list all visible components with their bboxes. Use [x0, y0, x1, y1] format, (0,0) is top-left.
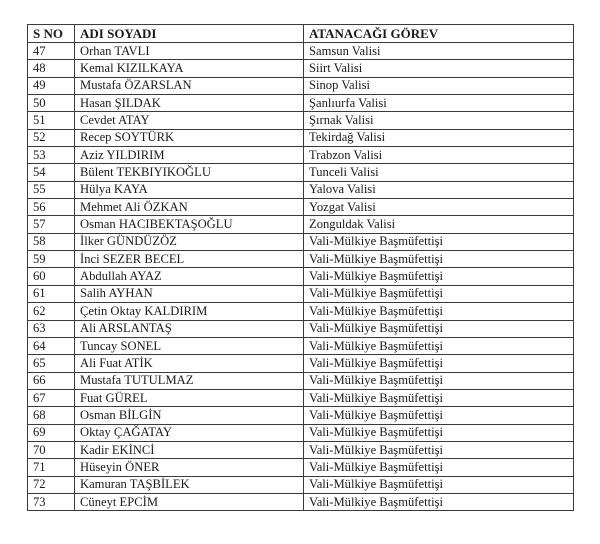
cell-name: Fuat GÜREL: [75, 389, 304, 406]
cell-name: İlker GÜNDÜZÖZ: [75, 233, 304, 250]
cell-no: 71: [28, 459, 75, 476]
cell-no: 59: [28, 251, 75, 268]
cell-name: Hülya KAYA: [75, 181, 304, 198]
header-row: [28, 25, 574, 43]
cell-duty: Vali-Mülkiye Başmüfettişi: [304, 441, 574, 458]
cell-name: Çetin Oktay KALDIRIM: [75, 303, 304, 320]
cell-no: 69: [28, 424, 75, 441]
table-row: [28, 233, 574, 250]
table-header: [28, 25, 574, 43]
cell-no: 65: [28, 355, 75, 372]
cell-no: 55: [28, 181, 75, 198]
cell-name: Ali ARSLANTAŞ: [75, 320, 304, 337]
cell-name: Mehmet Ali ÖZKAN: [75, 199, 304, 216]
cell-name: Tuncay SONEL: [75, 337, 304, 354]
cell-name: Cüneyt EPCİM: [75, 493, 304, 510]
cell-duty: Vali-Mülkiye Başmüfettişi: [304, 389, 574, 406]
header-no: S NO: [28, 25, 75, 43]
cell-no: 63: [28, 320, 75, 337]
table-row: [28, 407, 574, 424]
cell-duty: Tunceli Valisi: [304, 164, 574, 181]
table-body: [28, 43, 574, 511]
cell-name: Hüseyin ÖNER: [75, 459, 304, 476]
table-row: [28, 372, 574, 389]
cell-no: 70: [28, 441, 75, 458]
table-row: [28, 424, 574, 441]
table-row: [28, 285, 574, 302]
table-row: [28, 60, 574, 77]
cell-no: 54: [28, 164, 75, 181]
cell-no: 50: [28, 95, 75, 112]
table-row: [28, 459, 574, 476]
cell-duty: Vali-Mülkiye Başmüfettişi: [304, 251, 574, 268]
table-row: [28, 147, 574, 164]
cell-no: 57: [28, 216, 75, 233]
cell-name: Oktay ÇAĞATAY: [75, 424, 304, 441]
cell-no: 49: [28, 77, 75, 94]
cell-duty: Vali-Mülkiye Başmüfettişi: [304, 233, 574, 250]
cell-duty: Vali-Mülkiye Başmüfettişi: [304, 459, 574, 476]
cell-duty: Tekirdağ Valisi: [304, 129, 574, 146]
cell-duty: Vali-Mülkiye Başmüfettişi: [304, 355, 574, 372]
cell-no: 67: [28, 389, 75, 406]
cell-no: 68: [28, 407, 75, 424]
cell-name: Hasan ŞILDAK: [75, 95, 304, 112]
table-row: [28, 95, 574, 112]
cell-name: Mustafa TUTULMAZ: [75, 372, 304, 389]
cell-no: 61: [28, 285, 75, 302]
table-row: [28, 476, 574, 493]
cell-duty: Trabzon Valisi: [304, 147, 574, 164]
cell-duty: Vali-Mülkiye Başmüfettişi: [304, 268, 574, 285]
table-row: [28, 216, 574, 233]
cell-name: Abdullah AYAZ: [75, 268, 304, 285]
cell-duty: Samsun Valisi: [304, 43, 574, 60]
cell-no: 64: [28, 337, 75, 354]
cell-duty: Vali-Mülkiye Başmüfettişi: [304, 493, 574, 510]
table-row: [28, 493, 574, 510]
table-row: [28, 129, 574, 146]
cell-name: Bülent TEKBIYIKOĞLU: [75, 164, 304, 181]
cell-duty: Vali-Mülkiye Başmüfettişi: [304, 476, 574, 493]
cell-duty: Vali-Mülkiye Başmüfettişi: [304, 320, 574, 337]
cell-name: Osman HACIBEKTAŞOĞLU: [75, 216, 304, 233]
table-row: [28, 112, 574, 129]
header-name: ADI SOYADI: [75, 25, 304, 43]
cell-duty: Şanlıurfa Valisi: [304, 95, 574, 112]
cell-name: Kamuran TAŞBİLEK: [75, 476, 304, 493]
cell-name: Mustafa ÖZARSLAN: [75, 77, 304, 94]
cell-name: Orhan TAVLI: [75, 43, 304, 60]
table-row: [28, 164, 574, 181]
table-row: [28, 355, 574, 372]
cell-duty: Siirt Valisi: [304, 60, 574, 77]
cell-no: 56: [28, 199, 75, 216]
cell-duty: Zonguldak Valisi: [304, 216, 574, 233]
cell-no: 66: [28, 372, 75, 389]
table-row: [28, 441, 574, 458]
cell-no: 48: [28, 60, 75, 77]
cell-no: 73: [28, 493, 75, 510]
appointments-table: [27, 24, 574, 511]
cell-no: 62: [28, 303, 75, 320]
table-row: [28, 320, 574, 337]
cell-duty: Sinop Valisi: [304, 77, 574, 94]
cell-name: Salih AYHAN: [75, 285, 304, 302]
cell-name: Ali Fuat ATİK: [75, 355, 304, 372]
cell-duty: Vali-Mülkiye Başmüfettişi: [304, 424, 574, 441]
cell-no: 47: [28, 43, 75, 60]
header-duty: ATANACAĞI GÖREV: [304, 25, 574, 43]
table-row: [28, 268, 574, 285]
cell-no: 72: [28, 476, 75, 493]
cell-name: Recep SOYTÜRK: [75, 129, 304, 146]
cell-no: 52: [28, 129, 75, 146]
cell-duty: Yalova Valisi: [304, 181, 574, 198]
document-page: [27, 24, 573, 511]
cell-duty: Şırnak Valisi: [304, 112, 574, 129]
table-row: [28, 77, 574, 94]
cell-duty: Vali-Mülkiye Başmüfettişi: [304, 303, 574, 320]
table-row: [28, 199, 574, 216]
cell-name: Aziz YILDIRIM: [75, 147, 304, 164]
cell-duty: Vali-Mülkiye Başmüfettişi: [304, 407, 574, 424]
cell-name: Kadir EKİNCİ: [75, 441, 304, 458]
cell-name: Cevdet ATAY: [75, 112, 304, 129]
cell-duty: Yozgat Valisi: [304, 199, 574, 216]
table-row: [28, 251, 574, 268]
cell-name: İnci SEZER BECEL: [75, 251, 304, 268]
cell-no: 58: [28, 233, 75, 250]
cell-duty: Vali-Mülkiye Başmüfettişi: [304, 285, 574, 302]
cell-duty: Vali-Mülkiye Başmüfettişi: [304, 372, 574, 389]
cell-name: Osman BİLGİN: [75, 407, 304, 424]
cell-no: 53: [28, 147, 75, 164]
table-row: [28, 181, 574, 198]
table-row: [28, 389, 574, 406]
table-row: [28, 337, 574, 354]
cell-duty: Vali-Mülkiye Başmüfettişi: [304, 337, 574, 354]
cell-name: Kemal KIZILKAYA: [75, 60, 304, 77]
cell-no: 51: [28, 112, 75, 129]
table-row: [28, 43, 574, 60]
table-row: [28, 303, 574, 320]
cell-no: 60: [28, 268, 75, 285]
